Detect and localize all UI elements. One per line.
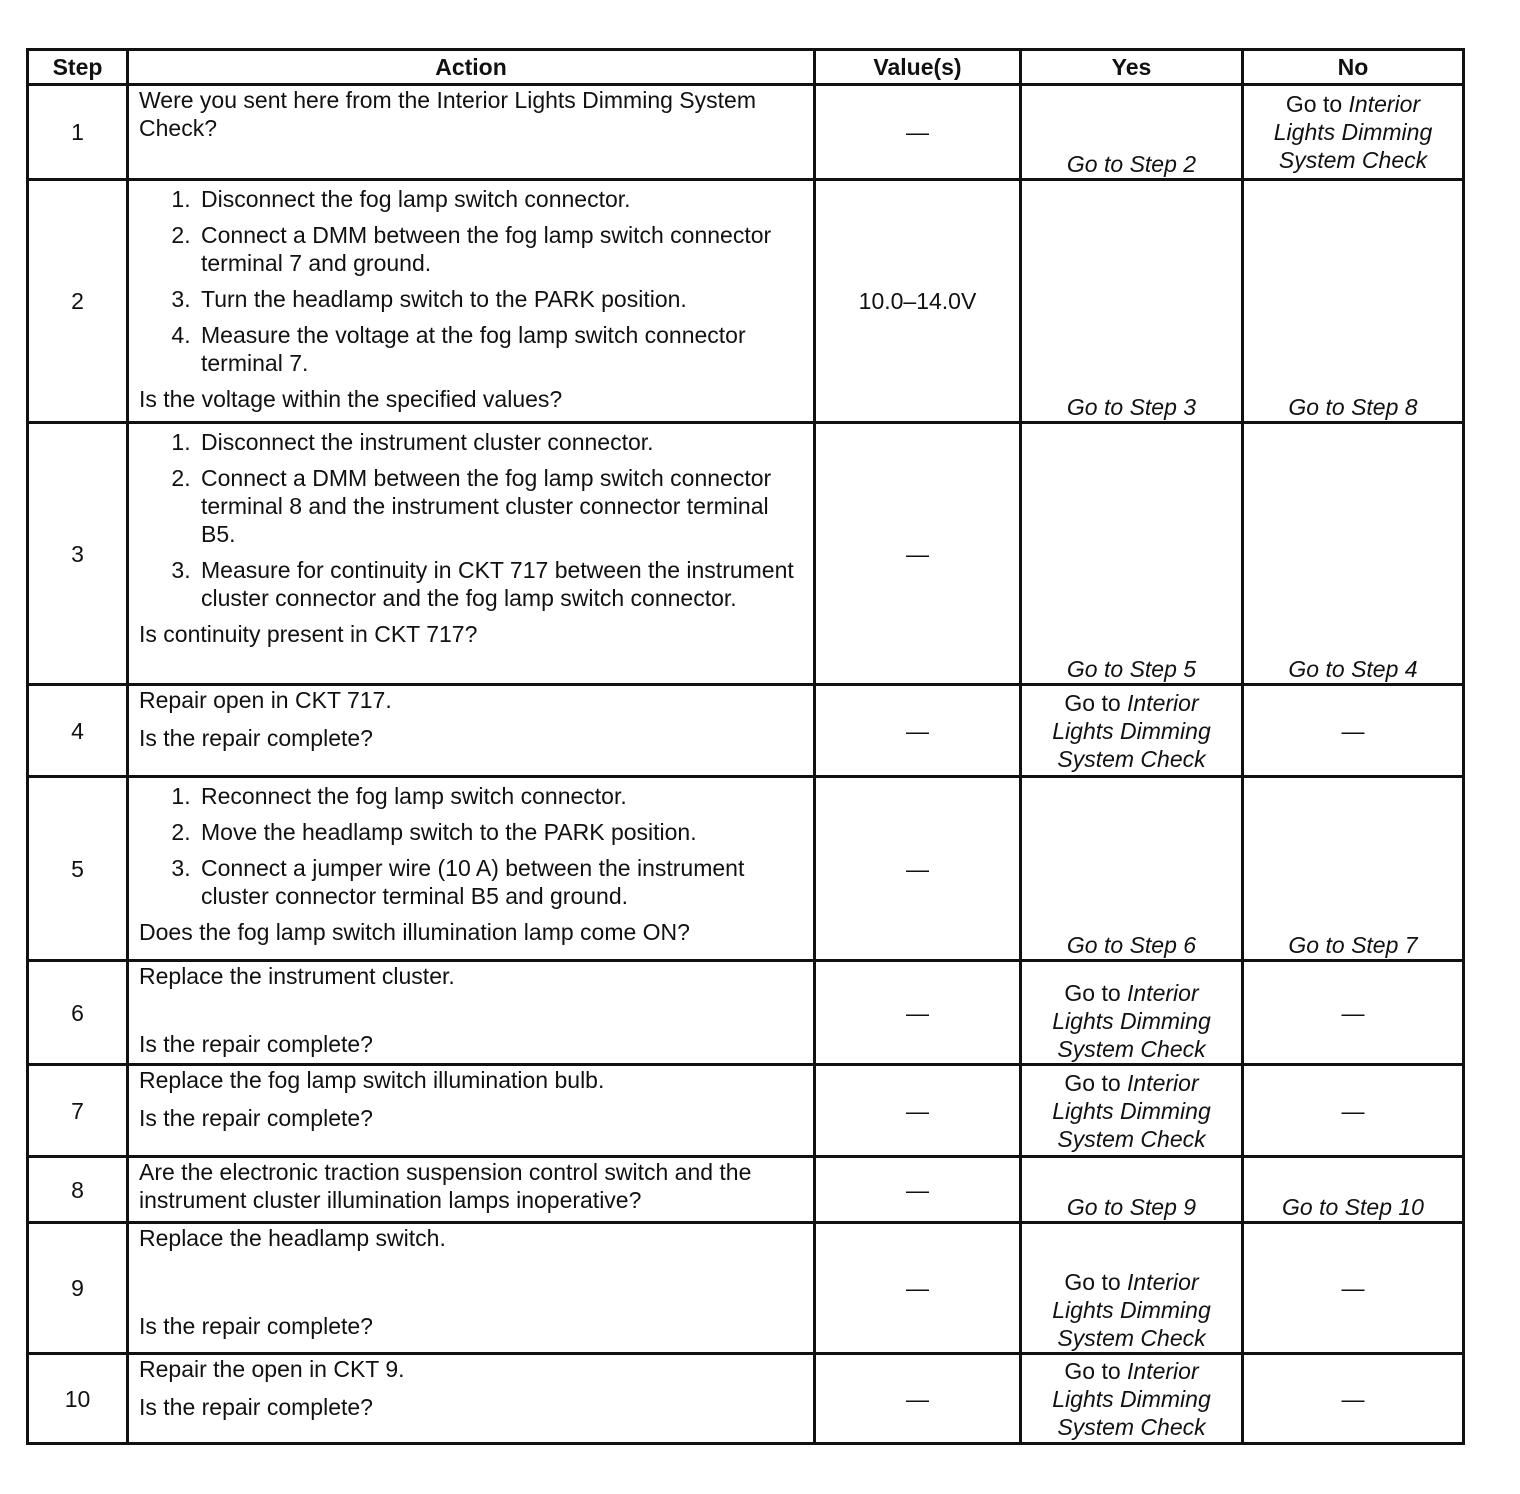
header-step: Step <box>28 50 128 85</box>
spacer <box>139 990 803 1030</box>
action-step-item: 3. Connect a jumper wire (10 A) between the instrument cluster connector terminal B5 and ground. <box>197 854 803 910</box>
yes-cell: Go to Step 3 <box>1021 180 1243 423</box>
header-yes: Yes <box>1021 50 1243 85</box>
action-steps <box>139 428 803 612</box>
action-step-item: 1. Disconnect the fog lamp switch connector. <box>197 185 803 213</box>
header-action: Action <box>128 50 815 85</box>
table-row <box>28 685 1464 777</box>
yes-cell <box>1021 961 1243 1065</box>
diagnostic-table <box>26 48 1465 1445</box>
check-ref-l2: Lights Dimming <box>1052 717 1211 744</box>
value-cell: — <box>815 685 1021 777</box>
action-steps <box>139 185 803 377</box>
action-text: Replace the headlamp switch. <box>139 1225 446 1251</box>
no-cell: — <box>1243 961 1464 1065</box>
goto-prefix: Go to <box>1064 1069 1121 1096</box>
action-text: Repair open in CKT 717. <box>139 687 392 713</box>
check-ref-l2: Lights Dimming <box>1052 1008 1211 1034</box>
action-question: Are the electronic traction suspension control switch and the instrument cluster illumination lamps inoperative? <box>139 1159 752 1213</box>
spacer <box>139 1252 803 1312</box>
yes-cell <box>1021 1223 1243 1354</box>
header-row <box>28 50 1464 85</box>
no-cell: Go to Step 8 <box>1243 180 1464 423</box>
action-cell <box>128 777 815 961</box>
value-cell: — <box>815 1223 1021 1354</box>
yes-cell: Go to Step 5 <box>1021 423 1243 685</box>
action-step-item: 2. Connect a DMM between the fog lamp switch connector terminal 8 and the instrument cluster connector terminal B5. <box>197 464 803 548</box>
check-ref-l2: Lights Dimming <box>1052 1297 1211 1323</box>
step-number: 1 <box>28 85 128 180</box>
yes-cell <box>1021 685 1243 777</box>
action-cell <box>128 85 815 180</box>
table-row <box>28 423 1464 685</box>
table-row <box>28 961 1464 1065</box>
action-cell <box>128 1065 815 1157</box>
step-number: 3 <box>28 423 128 685</box>
table-row <box>28 1157 1464 1223</box>
step-number: 6 <box>28 961 128 1065</box>
table-row <box>28 1223 1464 1354</box>
check-ref-l2: Lights Dimming <box>1273 119 1433 145</box>
value-cell: — <box>815 1354 1021 1444</box>
step-number: 7 <box>28 1065 128 1157</box>
action-question: Does the fog lamp switch illumination lamp come ON? <box>139 919 690 945</box>
check-ref-l2: Lights Dimming <box>1052 1385 1211 1412</box>
header-no: No <box>1243 50 1464 85</box>
step-number: 2 <box>28 180 128 423</box>
goto-prefix: Go to <box>1064 980 1121 1006</box>
action-steps <box>139 782 803 910</box>
check-ref-l1: Interior <box>1348 91 1421 117</box>
action-cell <box>128 180 815 423</box>
action-question: Is continuity present in CKT 717? <box>139 621 478 647</box>
table-row <box>28 85 1464 180</box>
yes-cell <box>1021 1065 1243 1157</box>
no-cell: — <box>1243 685 1464 777</box>
no-cell: — <box>1243 1065 1464 1157</box>
yes-cell <box>1021 1354 1243 1444</box>
action-step-item: 4. Measure the voltage at the fog lamp switch connector terminal 7. <box>197 321 803 377</box>
action-text: Replace the fog lamp switch illumination bulb. <box>139 1067 605 1093</box>
no-cell: Go to Step 10 <box>1243 1157 1464 1223</box>
check-ref-l1: Interior <box>1127 1357 1199 1384</box>
action-question: Is the repair complete? <box>139 1313 373 1339</box>
goto-prefix: Go to <box>1064 689 1121 716</box>
yes-cell: Go to Step 9 <box>1021 1157 1243 1223</box>
action-question: Is the repair complete? <box>139 725 373 751</box>
check-ref-l3: System Check <box>1057 745 1206 772</box>
goto-prefix: Go to <box>1064 1269 1121 1295</box>
step-number: 9 <box>28 1223 128 1354</box>
value-cell: — <box>815 1065 1021 1157</box>
no-cell: Go to Step 4 <box>1243 423 1464 685</box>
check-ref-l3: System Check <box>1278 147 1428 173</box>
check-ref-l3: System Check <box>1057 1413 1206 1440</box>
action-step-item: 2. Connect a DMM between the fog lamp switch connector terminal 7 and ground. <box>197 221 803 277</box>
table-row <box>28 1065 1464 1157</box>
action-question: Is the voltage within the specified values? <box>139 386 563 412</box>
goto-prefix: Go to <box>1064 1357 1121 1384</box>
no-cell: — <box>1243 1354 1464 1444</box>
action-step-item: 1. Disconnect the instrument cluster connector. <box>197 428 803 456</box>
action-cell <box>128 685 815 777</box>
step-number: 8 <box>28 1157 128 1223</box>
action-step-item: 1. Reconnect the fog lamp switch connector. <box>197 782 803 810</box>
value-cell: 10.0–14.0V <box>815 180 1021 423</box>
step-number: 10 <box>28 1354 128 1444</box>
value-cell: — <box>815 85 1021 180</box>
goto-prefix: Go to <box>1285 91 1343 117</box>
check-ref-l1: Interior <box>1127 1069 1199 1096</box>
value-cell: — <box>815 1157 1021 1223</box>
check-ref-l3: System Check <box>1057 1325 1206 1351</box>
action-step-item: 3. Turn the headlamp switch to the PARK position. <box>197 285 803 313</box>
yes-cell: Go to Step 6 <box>1021 777 1243 961</box>
action-step-item: 3. Measure for continuity in CKT 717 between the instrument cluster connector and the fog lamp switch connector. <box>197 556 803 612</box>
action-cell <box>128 961 815 1065</box>
action-cell <box>128 1157 815 1223</box>
table-row <box>28 1354 1464 1444</box>
no-cell: — <box>1243 1223 1464 1354</box>
action-question: Is the repair complete? <box>139 1105 373 1131</box>
check-ref-l1: Interior <box>1127 980 1199 1006</box>
table-row <box>28 180 1464 423</box>
check-ref-l2: Lights Dimming <box>1052 1097 1211 1124</box>
check-ref-l1: Interior <box>1127 1269 1199 1295</box>
check-ref-l3: System Check <box>1057 1036 1206 1062</box>
step-number: 4 <box>28 685 128 777</box>
no-cell: Go to Step 7 <box>1243 777 1464 961</box>
check-ref-l3: System Check <box>1057 1125 1206 1152</box>
table-row <box>28 777 1464 961</box>
action-step-item: 2. Move the headlamp switch to the PARK position. <box>197 818 803 846</box>
value-cell: — <box>815 961 1021 1065</box>
step-number: 5 <box>28 777 128 961</box>
action-text: Repair the open in CKT 9. <box>139 1356 405 1382</box>
header-values: Value(s) <box>815 50 1021 85</box>
action-question: Is the repair complete? <box>139 1394 373 1420</box>
value-cell: — <box>815 777 1021 961</box>
action-question: Is the repair complete? <box>139 1031 373 1057</box>
action-cell <box>128 1223 815 1354</box>
yes-cell: Go to Step 2 <box>1021 85 1243 180</box>
action-text: Replace the instrument cluster. <box>139 963 455 989</box>
no-cell <box>1243 85 1464 180</box>
value-cell: — <box>815 423 1021 685</box>
action-cell <box>128 423 815 685</box>
action-cell <box>128 1354 815 1444</box>
action-question: Were you sent here from the Interior Lights Dimming System Check? <box>139 87 756 141</box>
check-ref-l1: Interior <box>1127 689 1199 716</box>
